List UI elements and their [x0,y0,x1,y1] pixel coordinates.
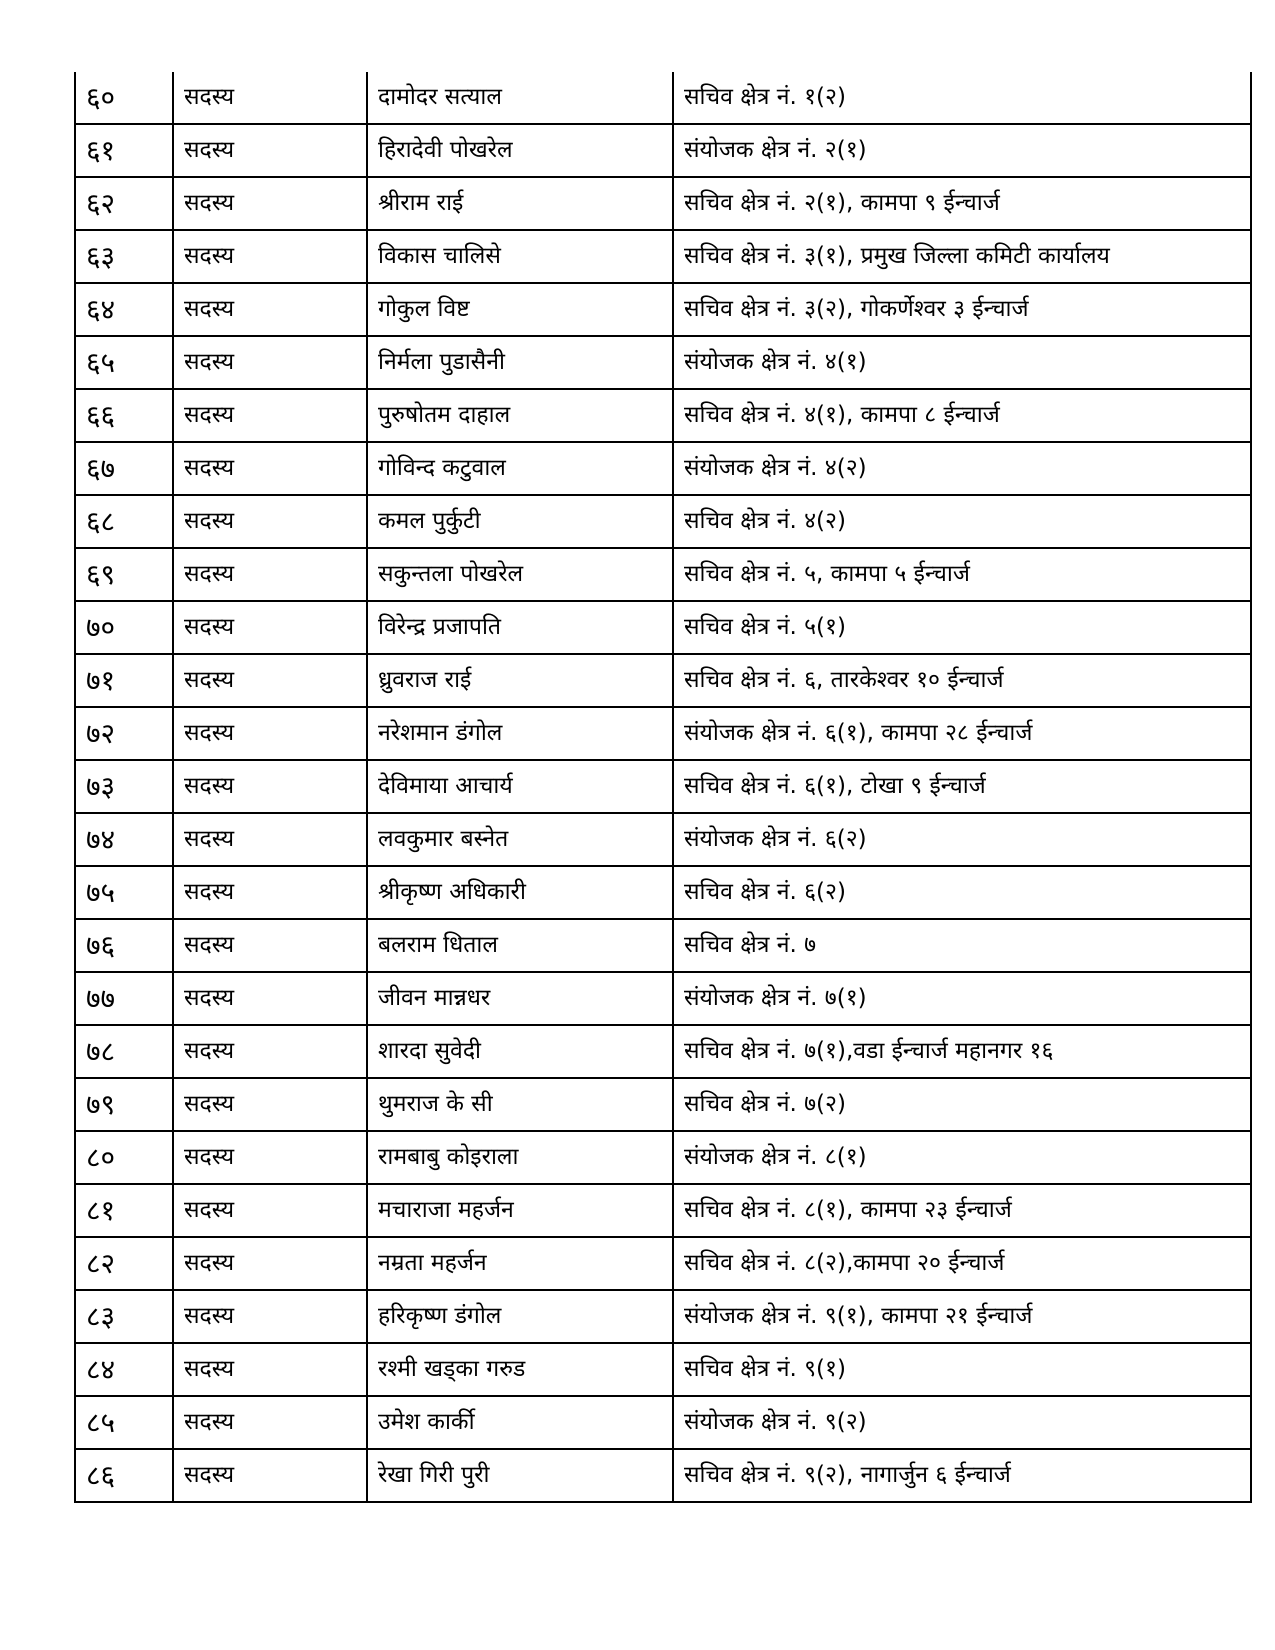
responsibility-cell: संयोजक क्षेत्र नं. ४(२) [673,442,1251,495]
responsibility-cell: सचिव क्षेत्र नं. ४(२) [673,495,1251,548]
post-cell: सदस्य [173,1025,367,1078]
serial-number-cell: ७१ [75,654,173,707]
member-name-cell: बलराम धिताल [367,919,673,972]
post-cell: सदस्य [173,230,367,283]
post-cell: सदस्य [173,283,367,336]
post-cell: सदस्य [173,1396,367,1449]
serial-number-cell: ७३ [75,760,173,813]
responsibility-cell: संयोजक क्षेत्र नं. ४(१) [673,336,1251,389]
member-name-cell: श्रीराम राई [367,177,673,230]
serial-number-cell: ७८ [75,1025,173,1078]
serial-number-cell: ६० [75,72,173,124]
serial-number-cell: ६८ [75,495,173,548]
serial-number-cell: ८४ [75,1343,173,1396]
post-cell: सदस्य [173,654,367,707]
post-cell: सदस्य [173,1184,367,1237]
responsibility-cell: सचिव क्षेत्र नं. ६, तारकेश्वर १० ईन्चार्ज [673,654,1251,707]
table-row [75,124,1251,177]
post-cell: सदस्य [173,813,367,866]
member-name-cell: हरिकृष्ण डंगोल [367,1290,673,1343]
table-row [75,1290,1251,1343]
member-name-cell: सकुन्तला पोखरेल [367,548,673,601]
responsibility-cell: संयोजक क्षेत्र नं. ६(२) [673,813,1251,866]
responsibility-cell: संयोजक क्षेत्र नं. ६(१), कामपा २८ ईन्चार्ज [673,707,1251,760]
post-cell: सदस्य [173,495,367,548]
member-name-cell: कमल पुर्कुटी [367,495,673,548]
post-cell: सदस्य [173,601,367,654]
member-name-cell: देविमाया आचार्य [367,760,673,813]
post-cell: सदस्य [173,336,367,389]
member-name-cell: श्रीकृष्ण अधिकारी [367,866,673,919]
serial-number-cell: ८६ [75,1449,173,1502]
post-cell: सदस्य [173,548,367,601]
member-name-cell: पुरुषोतम दाहाल [367,389,673,442]
table-row [75,548,1251,601]
serial-number-cell: ६६ [75,389,173,442]
post-cell: सदस्य [173,1237,367,1290]
member-name-cell: विकास चालिसे [367,230,673,283]
post-cell: सदस्य [173,760,367,813]
serial-number-cell: ६४ [75,283,173,336]
member-name-cell: गोकुल विष्ट [367,283,673,336]
serial-number-cell: ७४ [75,813,173,866]
table-row [75,72,1251,124]
responsibility-cell: सचिव क्षेत्र नं. ८(१), कामपा २३ ईन्चार्ज [673,1184,1251,1237]
table-row [75,813,1251,866]
serial-number-cell: ८२ [75,1237,173,1290]
serial-number-cell: ८१ [75,1184,173,1237]
table-row [75,1449,1251,1502]
table-row [75,1131,1251,1184]
responsibility-cell: सचिव क्षेत्र नं. ६(१), टोखा ९ ईन्चार्ज [673,760,1251,813]
table-row [75,654,1251,707]
table-row [75,1184,1251,1237]
serial-number-cell: ८३ [75,1290,173,1343]
member-name-cell: शारदा सुवेदी [367,1025,673,1078]
table-row [75,177,1251,230]
table-row [75,601,1251,654]
post-cell: सदस्य [173,72,367,124]
table-row [75,389,1251,442]
responsibility-cell: सचिव क्षेत्र नं. ४(१), कामपा ८ ईन्चार्ज [673,389,1251,442]
serial-number-cell: ७७ [75,972,173,1025]
serial-number-cell: ८५ [75,1396,173,1449]
member-name-cell: रामबाबु कोइराला [367,1131,673,1184]
member-name-cell: मचाराजा महर्जन [367,1184,673,1237]
table-row [75,866,1251,919]
member-name-cell: निर्मला पुडासैनी [367,336,673,389]
table-row [75,1396,1251,1449]
serial-number-cell: ७५ [75,866,173,919]
member-name-cell: ध्रुवराज राई [367,654,673,707]
responsibility-cell: सचिव क्षेत्र नं. ५(१) [673,601,1251,654]
post-cell: सदस्य [173,442,367,495]
table-row [75,1343,1251,1396]
responsibility-cell: संयोजक क्षेत्र नं. ७(१) [673,972,1251,1025]
post-cell: सदस्य [173,866,367,919]
table-row [75,1025,1251,1078]
member-name-cell: रश्मी खड्का गरुड [367,1343,673,1396]
responsibility-cell: सचिव क्षेत्र नं. ८(२),कामपा २० ईन्चार्ज [673,1237,1251,1290]
table-row [75,230,1251,283]
post-cell: सदस्य [173,707,367,760]
post-cell: सदस्य [173,1290,367,1343]
serial-number-cell: ८० [75,1131,173,1184]
post-cell: सदस्य [173,124,367,177]
responsibility-cell: सचिव क्षेत्र नं. ५, कामपा ५ ईन्चार्ज [673,548,1251,601]
table-row [75,495,1251,548]
table-row [75,760,1251,813]
serial-number-cell: ६७ [75,442,173,495]
serial-number-cell: ६९ [75,548,173,601]
member-table-body [75,72,1251,1502]
responsibility-cell: सचिव क्षेत्र नं. ३(२), गोकर्णेश्वर ३ ईन्चार्ज [673,283,1251,336]
member-name-cell: जीवन मान्नधर [367,972,673,1025]
table-row [75,919,1251,972]
member-name-cell: विरेन्द्र प्रजापति [367,601,673,654]
serial-number-cell: ७९ [75,1078,173,1131]
responsibility-cell: संयोजक क्षेत्र नं. ९(२) [673,1396,1251,1449]
member-name-cell: हिरादेवी पोखरेल [367,124,673,177]
table-row [75,283,1251,336]
table-row [75,442,1251,495]
responsibility-cell: संयोजक क्षेत्र नं. ८(१) [673,1131,1251,1184]
responsibility-cell: संयोजक क्षेत्र नं. ९(१), कामपा २१ ईन्चार्ज [673,1290,1251,1343]
serial-number-cell: ६५ [75,336,173,389]
serial-number-cell: ७२ [75,707,173,760]
serial-number-cell: ६२ [75,177,173,230]
responsibility-cell: सचिव क्षेत्र नं. ७ [673,919,1251,972]
table-row [75,707,1251,760]
member-name-cell: नम्रता महर्जन [367,1237,673,1290]
member-name-cell: नरेशमान डंगोल [367,707,673,760]
table-row [75,972,1251,1025]
responsibility-cell: सचिव क्षेत्र नं. २(१), कामपा ९ ईन्चार्ज [673,177,1251,230]
post-cell: सदस्य [173,919,367,972]
member-name-cell: उमेश कार्की [367,1396,673,1449]
responsibility-cell: सचिव क्षेत्र नं. १(२) [673,72,1251,124]
post-cell: सदस्य [173,1449,367,1502]
post-cell: सदस्य [173,177,367,230]
post-cell: सदस्य [173,1078,367,1131]
table-row [75,1237,1251,1290]
responsibility-cell: संयोजक क्षेत्र नं. २(१) [673,124,1251,177]
post-cell: सदस्य [173,1343,367,1396]
post-cell: सदस्य [173,1131,367,1184]
serial-number-cell: ७६ [75,919,173,972]
member-table [74,72,1252,1503]
responsibility-cell: सचिव क्षेत्र नं. ९(१) [673,1343,1251,1396]
serial-number-cell: ६३ [75,230,173,283]
serial-number-cell: ६१ [75,124,173,177]
table-row [75,1078,1251,1131]
responsibility-cell: सचिव क्षेत्र नं. ९(२), नागार्जुन ६ ईन्चार्ज [673,1449,1251,1502]
member-name-cell: लवकुमार बस्नेत [367,813,673,866]
post-cell: सदस्य [173,972,367,1025]
table-row [75,336,1251,389]
member-name-cell: गोविन्द कटुवाल [367,442,673,495]
responsibility-cell: सचिव क्षेत्र नं. ३(१), प्रमुख जिल्ला कमिटी कार्यालय [673,230,1251,283]
member-name-cell: दामोदर सत्याल [367,72,673,124]
serial-number-cell: ७० [75,601,173,654]
member-name-cell: रेखा गिरी पुरी [367,1449,673,1502]
post-cell: सदस्य [173,389,367,442]
member-name-cell: थुमराज के सी [367,1078,673,1131]
responsibility-cell: सचिव क्षेत्र नं. ७(१),वडा ईन्चार्ज महानगर १६ [673,1025,1251,1078]
responsibility-cell: सचिव क्षेत्र नं. ७(२) [673,1078,1251,1131]
responsibility-cell: सचिव क्षेत्र नं. ६(२) [673,866,1251,919]
